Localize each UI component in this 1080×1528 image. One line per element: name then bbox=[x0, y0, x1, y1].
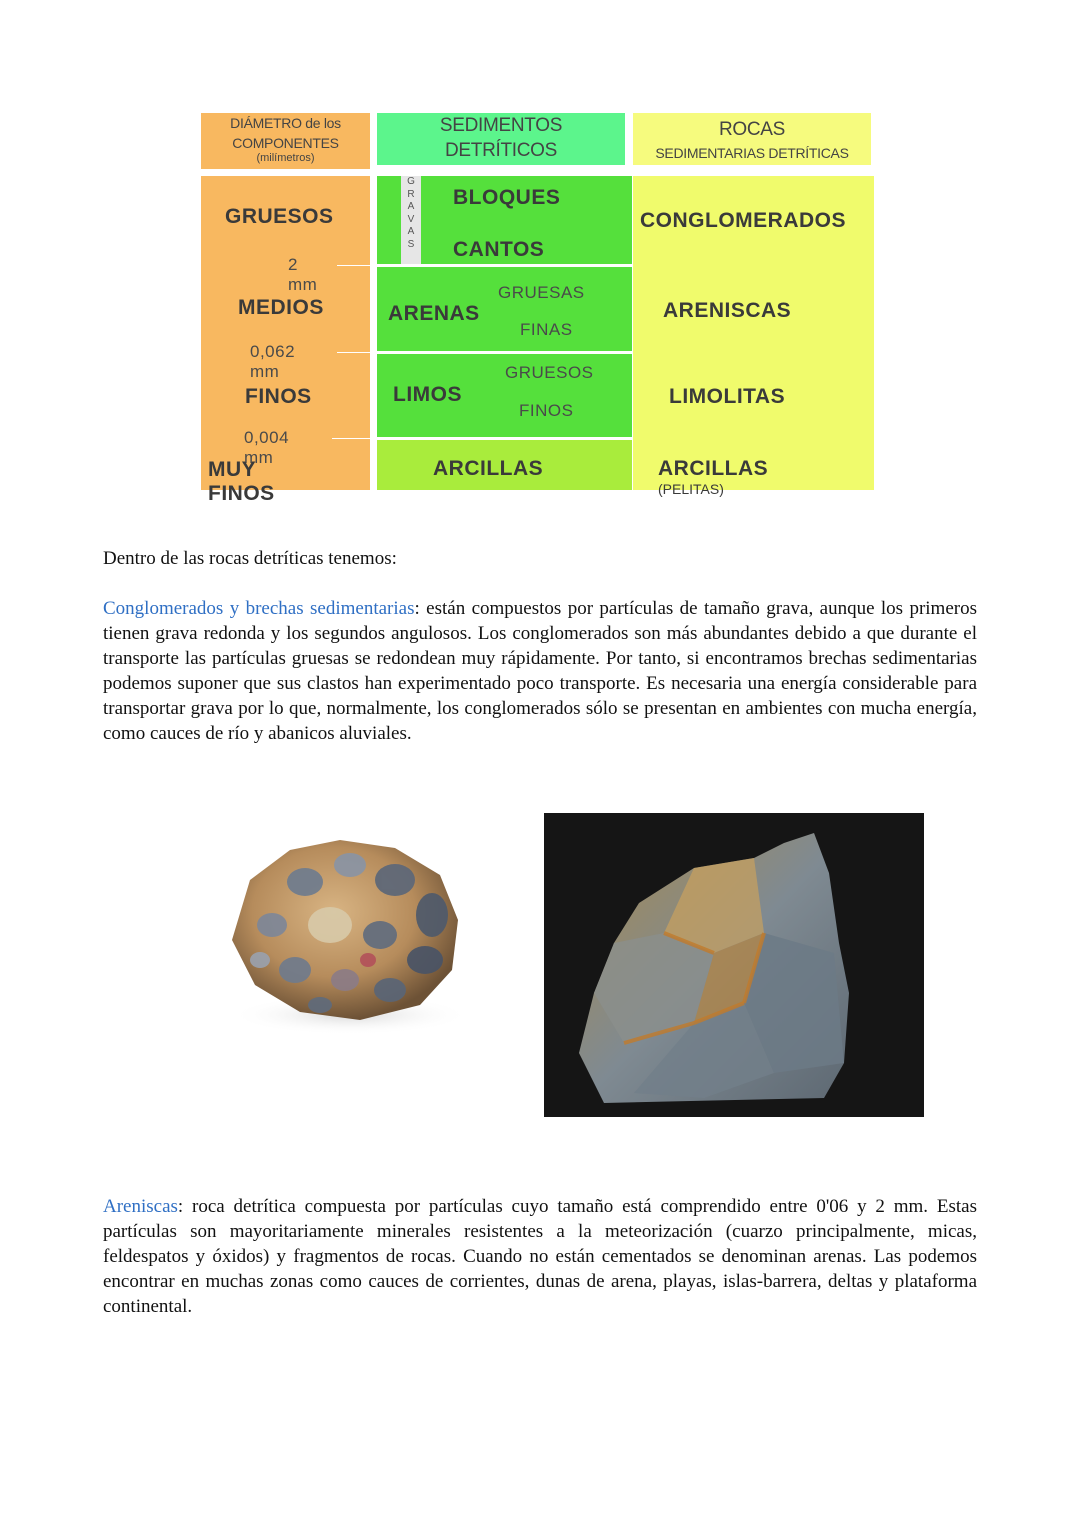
size-muy-finos: MUY FINOS bbox=[208, 458, 275, 505]
limit-2mm: 2 mm bbox=[288, 255, 318, 294]
limit-0062mm: 0,062 mm bbox=[250, 342, 296, 381]
sediment-limos-gruesos: GRUESOS bbox=[505, 363, 594, 382]
conglomerados-paragraph bbox=[103, 596, 977, 746]
header-rocks bbox=[633, 113, 871, 165]
limit-0004mm: 0,004 mm bbox=[244, 428, 290, 467]
rock-limolitas: LIMOLITAS bbox=[669, 385, 786, 408]
header-sediments-line2: DETRÍTICOS bbox=[444, 140, 558, 161]
sediment-limos-finos: FINOS bbox=[519, 401, 574, 420]
gravas-letter: R bbox=[407, 188, 415, 200]
sediment-arenas-finas: FINAS bbox=[520, 320, 573, 339]
breccia-photo bbox=[544, 813, 924, 1117]
conglomerate-photo bbox=[210, 820, 480, 1050]
areniscas-text: : roca detrítica compuesta por partículas cuyo tamaño está comprendido entre 0'06 y 2 mm. Estas partículas son mayoritariamente minerales resistentes a la meteorización (cuarzo principalmente, micas, feldespatos y óxidos) y fragmentos de rocas. Cuando no están cementados se denominan arenas. Las podemos encontrar en muchas zonas como cauces de corrientes, dunas de arena, playas, islas-barrera, deltas y plataforma continental. bbox=[103, 1196, 977, 1317]
intro-paragraph: Dentro de las rocas detríticas tenemos: bbox=[103, 548, 397, 569]
header-diameter-line1: DIÁMETRO de los bbox=[230, 115, 341, 131]
header-rocks-line2: SEDIMENTARIAS DETRÍTICAS bbox=[655, 145, 849, 161]
areniscas-term: Areniscas bbox=[103, 1196, 178, 1217]
header-diameter bbox=[201, 113, 370, 169]
header-sediments bbox=[377, 113, 625, 165]
rock-arcillas: ARCILLAS bbox=[658, 457, 769, 480]
gravas-letter: S bbox=[407, 238, 415, 250]
header-sediments-line1: SEDIMENTOS bbox=[439, 115, 563, 136]
gravas-letter: G bbox=[407, 176, 415, 187]
rock-areniscas: ARENISCAS bbox=[663, 299, 792, 322]
limit-line-0062mm bbox=[337, 352, 633, 353]
sediment-arenas-gruesas: GRUESAS bbox=[498, 283, 585, 302]
breccia-rock-image bbox=[544, 813, 924, 1117]
areniscas-paragraph bbox=[103, 1194, 977, 1319]
rock-pelitas: (PELITAS) bbox=[658, 481, 724, 497]
sediment-cantos: CANTOS bbox=[453, 238, 545, 261]
sediment-bloques: BLOQUES bbox=[453, 186, 561, 209]
limit-line-2mm bbox=[337, 265, 633, 266]
rock-arcillas-row bbox=[658, 457, 768, 499]
gravas-vertical-label bbox=[401, 176, 421, 251]
conglomerate-rock-image bbox=[210, 820, 480, 1050]
sediment-limos: LIMOS bbox=[393, 383, 462, 406]
rock-conglomerados: CONGLOMERADOS bbox=[640, 209, 846, 232]
gravas-letter: V bbox=[407, 213, 415, 225]
gravas-letter: A bbox=[407, 201, 415, 212]
limit-line-0004mm bbox=[332, 438, 633, 439]
size-medios: MEDIOS bbox=[238, 296, 324, 319]
conglomerados-term: Conglomerados y brechas sedimentarias bbox=[103, 598, 415, 619]
sediment-arcillas: ARCILLAS bbox=[433, 457, 544, 480]
header-diameter-line2: COMPONENTES bbox=[232, 135, 339, 151]
size-gruesos: GRUESOS bbox=[225, 205, 334, 228]
conglomerados-text: : están compuestos por partículas de tamaño grava, aunque los primeros tienen grava redonda y los segundos angulosos. Los conglomerados son más abundantes debido a que durante el transporte las partículas gruesas se redondean muy rápidamente. Por tanto, si encontramos brechas sedimentarias podemos suponer que sus clastos han experimentado poco transporte. Es necesaria una energía considerable para transportar grava por lo que, normalmente, los conglomerados sólo se presentan en ambientes con mucha energía, como cauces de río y abanicos aluviales. bbox=[103, 598, 977, 744]
header-rocks-line1: ROCAS bbox=[718, 119, 786, 140]
sediment-arenas: ARENAS bbox=[388, 302, 480, 325]
size-finos: FINOS bbox=[245, 385, 312, 408]
gravas-letter: A bbox=[407, 226, 415, 237]
header-diameter-line3: (milímetros) bbox=[256, 152, 315, 164]
